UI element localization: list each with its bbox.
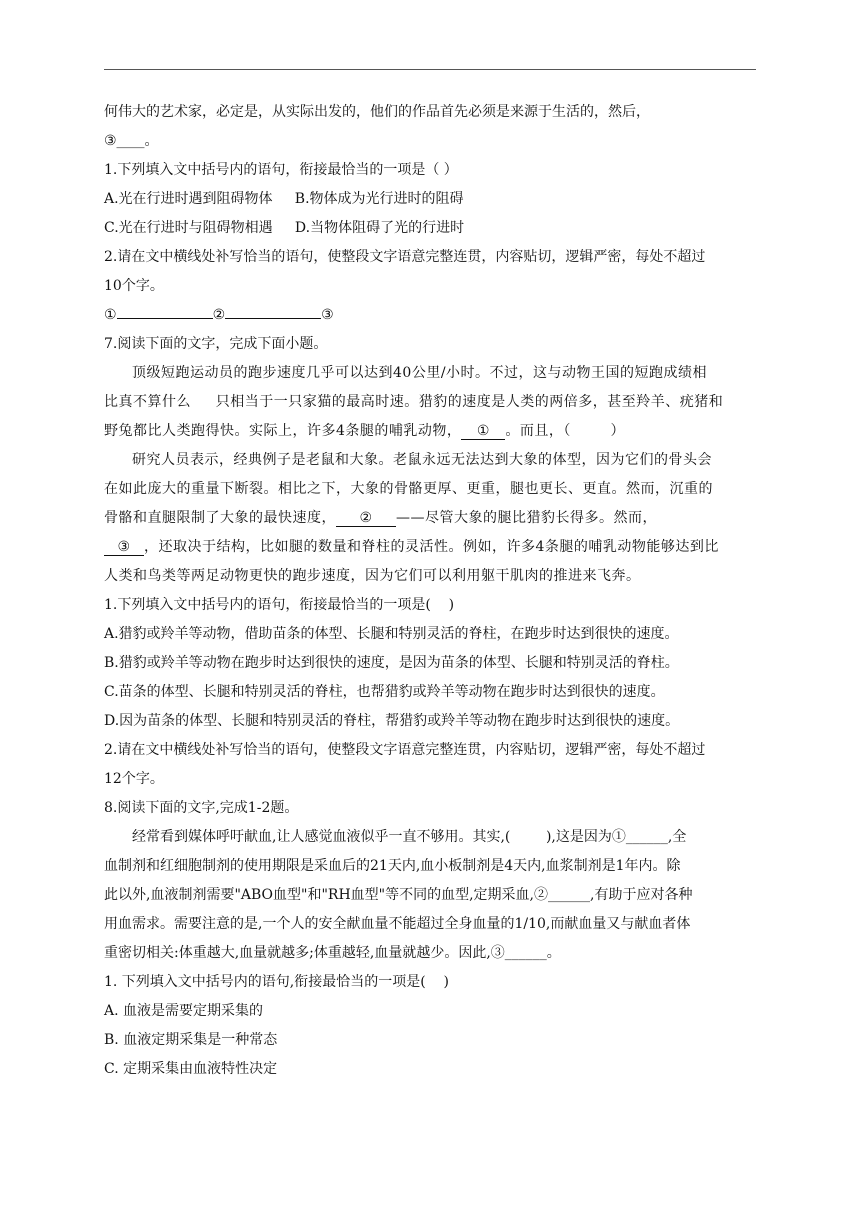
paragraph-line: 重密切相关:体重越大,血量就越多;体重越轻,血量就越少。因此,③______。 [104, 945, 561, 961]
text-segment: ——尽管大象的腿比猎豹长得多。然而， [396, 510, 657, 526]
paragraph-line [104, 504, 756, 533]
section-title: 8.阅读下面的文字,完成1-2题。 [104, 800, 299, 816]
section-title: 7.阅读下面的文字，完成下面小题。 [104, 336, 328, 352]
text-line: 何伟大的艺术家，必定是，从实际出发的，他们的作品首先必须是来源于生活的，然后， [104, 104, 650, 120]
paragraph-line [104, 417, 756, 446]
paragraph-line: 用血需求。需要注意的是,一个人的安全献血量不能超过全身血量的1/10,而献血量又与献血者体 [104, 916, 691, 932]
paragraph-line: 顶级短跑运动员的跑步速度几乎可以达到40公里/小时。不过，这与动物王国的短跑成绩相 [132, 365, 708, 381]
paragraph-line: 人类和鸟类等两足动物更快的跑步速度，因为它们可以利用躯干肌肉的推进来飞奔。 [104, 568, 641, 584]
paragraph-line: 经常看到媒体呼吁献血,让人感觉血液似乎一直不够用。其实,( ),这是因为①______,全 [132, 829, 687, 845]
blank-marker: ③ [321, 307, 334, 323]
paragraph-line: 血制剂和红细胞制剂的使用期限是采血后的21天内,血小板制剂是4天内,血浆制剂是1年内。除 [104, 858, 681, 874]
text-line: 10个字。 [104, 278, 164, 294]
option-d: D.因为苗条的体型、长腿和特别灵活的脊柱，帮猎豹或羚羊等动物在跑步时达到很快的速度。 [104, 713, 680, 729]
document-body [104, 98, 756, 1084]
question-stem: 1.下列填入文中括号内的语句，衔接最恰当的一项是( ) [104, 597, 455, 613]
answer-blank-1[interactable]: ① [461, 423, 505, 440]
paragraph-line: 在如此庞大的重量下断裂。相比之下，大象的骨骼更厚、更重，腿也更长、更直。然而，沉重的 [104, 481, 713, 497]
answer-blanks [104, 301, 756, 330]
text-segment: ，还取决于结构，比如腿的数量和脊柱的灵活性。例如，许多4条腿的哺乳动物能够达到比 [144, 539, 719, 555]
option-line: C.光在行进时与阻碍物相遇 D.当物体阻碍了光的行进时 [104, 220, 465, 236]
answer-blank-2[interactable]: ② [336, 510, 396, 527]
option-b: B. 血液定期采集是一种常态 [104, 1032, 278, 1048]
text-line: ③____。 [104, 133, 159, 149]
answer-blank-3[interactable]: ③ [104, 539, 144, 556]
paragraph-line: 此以外,血液制剂需要"ABO血型"和"RH血型"等不同的血型,定期采血,②______,有助于应对各种 [104, 887, 693, 903]
text-line: 12个字。 [104, 771, 164, 787]
question-stem: 1. 下列填入文中括号内的语句,衔接最恰当的一项是( ) [104, 974, 449, 990]
text-segment: 骨骼和直腿限制了大象的最快速度， [104, 510, 336, 526]
option-c: C.苗条的体型、长腿和特别灵活的脊柱，也帮猎豹或羚羊等动物在跑步时达到很快的速度。 [104, 684, 665, 700]
option-c: C. 定期采集由血液特性决定 [104, 1061, 278, 1077]
question-stem: 1.下列填入文中括号内的语句，衔接最恰当的一项是（ ） [104, 162, 458, 178]
answer-blank[interactable] [225, 318, 321, 319]
option-a: A.猎豹或羚羊等动物，借助苗条的体型、长腿和特别灵活的脊柱，在跑步时达到很快的速度。 [104, 626, 679, 642]
answer-blank[interactable] [117, 318, 213, 319]
option-line: A.光在行进时遇到阻碍物体 B.物体成为光行进时的阻碍 [104, 191, 464, 207]
header-rule [104, 69, 756, 70]
paragraph-line [104, 533, 756, 562]
paragraph-line: 比真不算什么 只相当于一只家猫的最高时速。猎豹的速度是人类的两倍多，甚至羚羊、疣猪和 [104, 394, 724, 410]
blank-marker: ① [104, 307, 117, 323]
text-segment: 野兔都比人类跑得快。实际上，许多4条腿的哺乳动物， [104, 423, 462, 439]
blank-marker: ② [212, 307, 226, 323]
question-stem: 2.请在文中横线处补写恰当的语句，使整段文字语意完整连贯，内容贴切，逻辑严密，每处不超过 [104, 249, 706, 265]
question-stem: 2.请在文中横线处补写恰当的语句，使整段文字语意完整连贯，内容贴切，逻辑严密，每处不超过 [104, 742, 706, 758]
text-segment: 。而且，（ ） [505, 423, 626, 439]
option-a: A. 血液是需要定期采集的 [104, 1003, 264, 1019]
paragraph-line: 研究人员表示，经典例子是老鼠和大象。老鼠永远无法达到大象的体型，因为它们的骨头会 [132, 452, 712, 468]
option-b: B.猎豹或羚羊等动物在跑步时达到很快的速度，是因为苗条的体型、长腿和特别灵活的脊柱。 [104, 655, 679, 671]
